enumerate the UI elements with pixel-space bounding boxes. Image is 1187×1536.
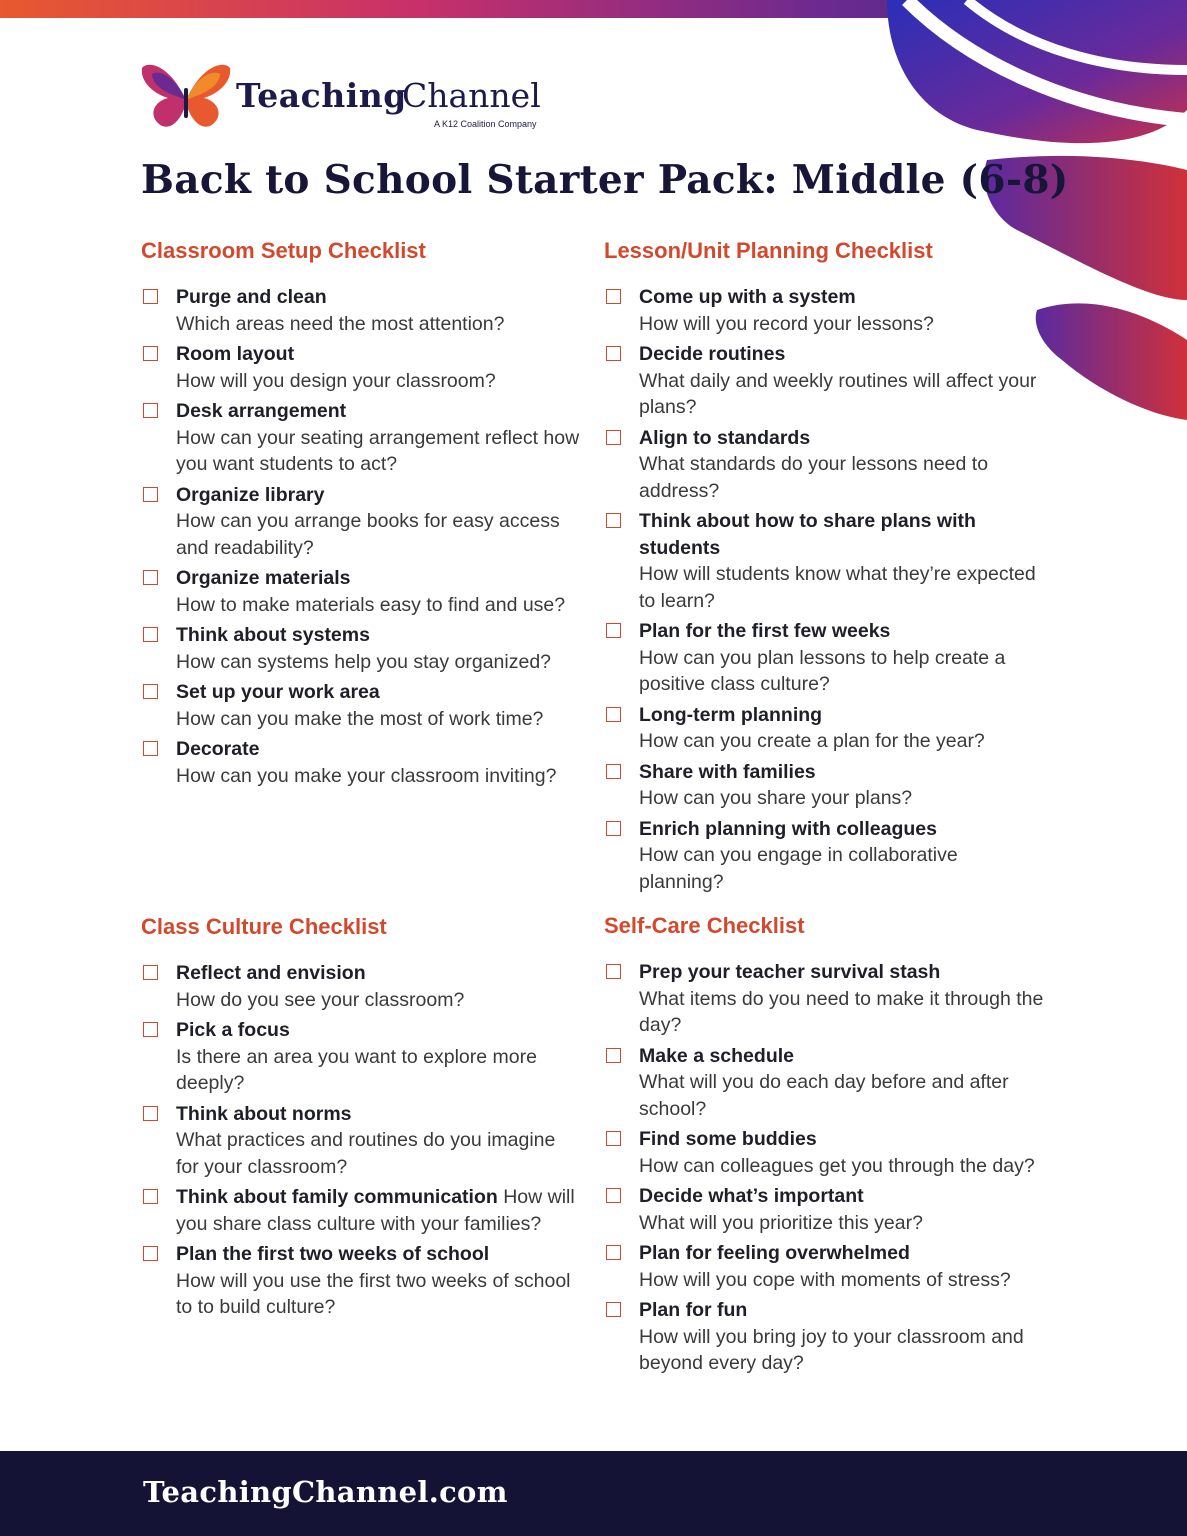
checklist-item	[604, 508, 1039, 614]
section-self-care	[604, 913, 1059, 1381]
checkbox[interactable]	[606, 623, 621, 638]
checklist-item-text	[176, 284, 581, 337]
checkbox[interactable]	[143, 741, 158, 756]
checklist-item-text	[639, 1240, 1059, 1293]
checklist-item-question: How can you make your classroom inviting?	[176, 764, 557, 787]
checklist-item-question: What daily and weekly routines will affect your plans?	[639, 369, 1037, 418]
checklist-item-title: Think about norms	[176, 1102, 352, 1125]
checkbox[interactable]	[143, 487, 158, 502]
checkbox[interactable]	[606, 346, 621, 361]
checklist-item-title: Make a schedule	[639, 1044, 794, 1067]
footer-website-link[interactable]: TeachingChannel.com	[143, 1475, 508, 1509]
checkbox[interactable]	[143, 289, 158, 304]
checklist-item-title: Plan the first two weeks of school	[176, 1243, 490, 1265]
checklist-item-text	[639, 816, 1039, 896]
section-class-culture	[141, 914, 581, 1325]
checkbox[interactable]	[143, 684, 158, 699]
checkbox[interactable]	[143, 403, 158, 418]
checklist-item-title: Reflect and envision	[176, 962, 366, 984]
checklist-item-title: Plan for the first few weeks	[639, 620, 891, 642]
checklist-item-question: What items do you need to make it through the day?	[639, 987, 1044, 1036]
section-classroom-setup	[141, 238, 581, 793]
checkbox[interactable]	[606, 430, 621, 445]
checklist-item-question: What will you do each day before and after school?	[639, 1071, 1009, 1120]
checklist-item	[604, 341, 1039, 421]
footer-bar	[0, 1451, 1187, 1536]
checklist-item-title: Enrich planning with colleagues	[639, 817, 937, 840]
checklist-item-text	[176, 960, 581, 1013]
checklist-item-text	[639, 1043, 1059, 1123]
checklist-item-text	[176, 679, 581, 732]
checklist-item-title: Come up with a system	[639, 286, 856, 308]
checklist-item	[604, 702, 1039, 755]
checklist-item	[604, 1126, 1059, 1179]
checklist-item-title: Prep your teacher survival stash	[639, 961, 941, 983]
checklist-item	[141, 960, 581, 1013]
checklist-item-question: What practices and routines do you imagine for your classroom?	[176, 1129, 556, 1178]
checkbox[interactable]	[606, 964, 621, 979]
checklist-item-question: How can you share your plans?	[639, 787, 913, 809]
checklist-item-question: How will you record your lessons?	[639, 312, 934, 335]
checklist-item-text	[639, 341, 1039, 421]
checklist-item	[141, 482, 581, 562]
checklist-item-question: Is there an area you want to explore more deeply?	[176, 1045, 537, 1094]
checklist-item-title: Think about family communication	[176, 1186, 498, 1208]
checklist-item-text	[639, 618, 1039, 698]
checklist-item-question: How can you create a plan for the year?	[639, 730, 985, 752]
checklist-item-text	[176, 1101, 581, 1181]
page-title: Back to School Starter Pack: Middle (6-8)	[141, 157, 1069, 203]
logo-word-channel: Channel	[402, 76, 541, 115]
checklist-item	[604, 1183, 1059, 1236]
section-heading: Self-Care Checklist	[604, 913, 805, 938]
checkbox[interactable]	[606, 707, 621, 722]
checklist-item-title: Decorate	[176, 738, 260, 760]
checklist-item-text	[176, 736, 581, 789]
checklist-item-question: What standards do your lessons need to address?	[639, 453, 989, 502]
checkbox[interactable]	[143, 627, 158, 642]
checkbox[interactable]	[606, 1048, 621, 1063]
checklist-item-question: How can you arrange books for easy access and readability?	[176, 510, 560, 559]
checklist-item	[141, 679, 581, 732]
checklist-item-question: How will you cope with moments of stress?	[639, 1268, 1011, 1291]
checklist-item-question: What will you prioritize this year?	[639, 1211, 923, 1234]
checklist-item-question: How to make materials easy to find and use?	[176, 593, 566, 616]
checklist-item-text	[639, 284, 1039, 337]
checklist-item-title: Think about how to share plans with students	[639, 510, 976, 559]
checklist-item-title: Plan for feeling overwhelmed	[639, 1242, 910, 1264]
checklist-item-question: How will you design your classroom?	[176, 369, 496, 392]
logo-tagline: A K12 Coalition Company	[434, 119, 537, 129]
section-heading: Lesson/Unit Planning Checklist	[604, 238, 933, 263]
checklist-item	[604, 1043, 1059, 1123]
section-lesson-planning	[604, 238, 1039, 899]
checklist-item-title: Desk arrangement	[176, 400, 347, 422]
checklist-item	[604, 1297, 1059, 1377]
checklist-item	[604, 1240, 1059, 1293]
checklist-item-question: How can systems help you stay organized?	[176, 650, 552, 673]
checkbox[interactable]	[606, 1131, 621, 1146]
checkbox[interactable]	[143, 1106, 158, 1121]
checklist-item-text	[176, 622, 581, 675]
checklist-item-text	[639, 959, 1059, 1039]
checkbox[interactable]	[606, 821, 621, 836]
checklist-item-question: How will students know what they’re expected to learn?	[639, 563, 1036, 612]
checklist-item-title: Organize library	[176, 483, 325, 506]
checklist-item	[604, 759, 1039, 812]
checkbox[interactable]	[143, 1246, 158, 1261]
checkbox[interactable]	[143, 1022, 158, 1037]
checklist-item-question: How will you use the first two weeks of school to to build culture?	[176, 1269, 571, 1318]
checklist-item-question: How will you share class culture with your families?	[176, 1186, 575, 1235]
checklist-item-text	[639, 702, 1039, 755]
checklist-item-text	[639, 1183, 1059, 1236]
checklist-item-title: Think about systems	[176, 624, 370, 646]
checklist-item-title: Share with families	[639, 760, 816, 783]
checklist-item-text	[176, 1241, 581, 1321]
checklist-item-text	[639, 1126, 1059, 1179]
checklist-item-question: Which areas need the most attention?	[176, 312, 505, 335]
checklist-item-title: Plan for fun	[639, 1299, 748, 1321]
checklist-item	[141, 398, 581, 478]
checklist-item-question: How can you engage in collaborative planning?	[639, 844, 958, 893]
checkbox[interactable]	[606, 1245, 621, 1260]
checklist-item-question: How can you plan lessons to help create a positive class culture?	[639, 646, 1006, 695]
checklist-item-title: Find some buddies	[639, 1128, 817, 1150]
teaching-channel-logo[interactable]	[140, 60, 580, 135]
checklist-item-text	[639, 508, 1039, 614]
checklist-item-text	[639, 759, 1039, 812]
checklist-item-text	[176, 565, 581, 618]
checklist-item	[141, 284, 581, 337]
checklist-item	[604, 618, 1039, 698]
checklist-item	[141, 736, 581, 789]
checkbox[interactable]	[606, 1302, 621, 1317]
checklist-item	[141, 565, 581, 618]
checklist-item-text	[176, 1184, 581, 1237]
checklist-item-title: Align to standards	[639, 426, 811, 449]
checkbox[interactable]	[143, 346, 158, 361]
checklist-item-title: Purge and clean	[176, 286, 327, 308]
checklist-item	[141, 1241, 581, 1321]
section-heading: Class Culture Checklist	[141, 914, 387, 939]
butterfly-logo-icon	[140, 60, 232, 130]
logo-word-teaching: Teaching	[236, 76, 407, 115]
checklist-item-question: How can you make the most of work time?	[176, 707, 544, 730]
checklist-item	[141, 1017, 581, 1097]
checklist-item-question: How do you see your classroom?	[176, 988, 465, 1011]
checklist-item-title: Room layout	[176, 343, 295, 365]
checklist-item	[604, 959, 1059, 1039]
checklist-item-title: Long-term planning	[639, 703, 823, 726]
checklist-item-text	[639, 1297, 1059, 1377]
checkbox[interactable]	[606, 1188, 621, 1203]
checklist-item	[141, 341, 581, 394]
checklist-item	[604, 425, 1039, 505]
checkbox[interactable]	[606, 764, 621, 779]
checklist-item-title: Decide routines	[639, 343, 786, 365]
checklist-item-title: Set up your work area	[176, 681, 380, 703]
checklist-item-text	[176, 1017, 581, 1097]
checklist-item	[604, 816, 1039, 896]
checkbox[interactable]	[606, 289, 621, 304]
checkbox[interactable]	[143, 965, 158, 980]
checklist-item-text	[176, 482, 581, 562]
checkbox[interactable]	[606, 513, 621, 528]
checklist-item-question: How will you bring joy to your classroom and beyond every day?	[639, 1325, 1024, 1374]
checklist-item-question: How can colleagues get you through the day?	[639, 1154, 1035, 1177]
checklist-item-question: How can your seating arrangement reflect how you want students to act?	[176, 426, 580, 475]
section-heading: Classroom Setup Checklist	[141, 238, 426, 263]
checklist-item	[141, 1101, 581, 1181]
checklist-item-title: Organize materials	[176, 567, 351, 589]
checklist-item-text	[176, 341, 581, 394]
checkbox[interactable]	[143, 1189, 158, 1204]
checklist-item	[141, 1184, 581, 1237]
checklist-item-text	[639, 425, 1039, 505]
checklist-item-text	[176, 398, 581, 478]
checklist-item	[604, 284, 1039, 337]
checklist-item-title: Decide what’s important	[639, 1185, 864, 1207]
checklist-item-title: Pick a focus	[176, 1019, 290, 1041]
checklist-item	[141, 622, 581, 675]
checkbox[interactable]	[143, 570, 158, 585]
